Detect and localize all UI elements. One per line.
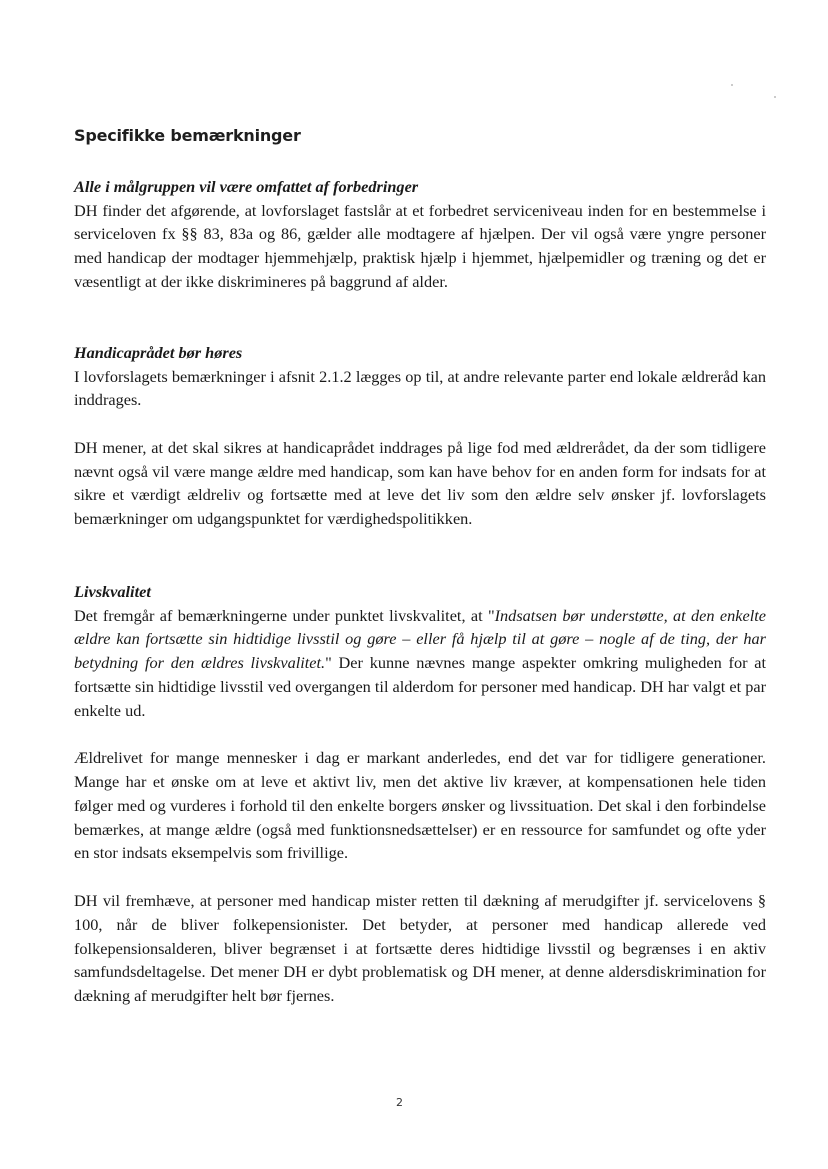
paragraph-with-quote [74,604,766,723]
section-subheading: Livskvalitet [74,582,151,601]
section-subheading: Handicaprådet bør høres [74,343,243,362]
section-handicapradet [74,341,766,531]
section-subheading: Alle i målgruppen vil være omfattet af forbedringer [74,177,419,196]
paragraph: Ældrelivet for mange mennesker i dag er markant anderledes, end det var for tidligere generationer. Mange har et ønske om at leve et aktivt liv, men det aktive liv kræver, at kompensationen hele tiden følger med og vurderes i forhold til den enkelte borgers ønsker og livssituation. Det skal i den forbindelse bemærkes, at mange ældre (også med funktionsnedsættelser) er en ressource for samfundet og ofte yder en stor indsats eksempelvis som frivillige. [74,748,766,863]
section-malgruppen [74,175,766,294]
page-number: 2 [396,1096,403,1109]
page-heading: Specifikke bemærkninger [74,126,301,145]
scan-speck [731,84,733,86]
scan-speck [774,96,776,98]
paragraph: I lovforslagets bemærkninger i afsnit 2.1.2 lægges op til, at andre relevante parter end lokale ældreråd kan inddrages. [74,366,766,410]
paragraph: DH finder det afgørende, at lovforslaget fastslår at et forbedret serviceniveau inden for en bestemmelse i serviceloven fx §§ 83, 83a og 86, gælder alle modtagere af hjælpen. Der vil også være yngre personer med handicap der modtager hjemmehjælp, praktisk hjælp i hjemmet, hjælpemidler og træning og det er væsentligt at der ikke diskrimineres på baggrund af alder. [74,200,766,291]
quote-tail: " Der kunne nævnes mange aspekter omkring muligheden for at fortsætte sin hidtidige livsstil ved overgangen til alderdom for personer med handicap. DH har valgt et par enkelte ud. [74,653,767,720]
quoted-text: Indsatsen bør understøtte, at den enkelte ældre kan fortsætte sin hidtidige livsstil og gøre – eller få hjælp til at gøre – nogle af de ting, der har betydning for den ældres livskvalitet. [74,605,766,673]
paragraph: DH mener, at det skal sikres at handicaprådet inddrages på lige fod med ældrerådet, da der som tidligere nævnt også vil være mange ældre med handicap, som kan have behov for en anden form for indsats for at sikre et værdigt ældreliv og fortsætte med at leve det liv som den ældre selv ønsker jf. lovforslagets bemærkninger om udgangspunktet for værdighedspolitikken. [74,437,766,529]
paragraph: DH vil fremhæve, at personer med handicap mister retten til dækning af merudgifter jf. servicelovens § 100, når de bliver folkepensionister. Det betyder, at personer med handicap allerede ved folkepensionsalderen, bliver begrænset i at fortsætte deres hidtidige livsstil og begrænses i en aktiv samfundsdeltagelse. Det mener DH er dybt problematisk og DH mener, at denne aldersdiskrimination for dækning af merudgifter helt bør fjernes. [74,891,766,1006]
section-livskvalitet [74,580,766,1008]
quote-lead: Det fremgår af bemærkningerne under punktet livskvalitet, at " [74,605,495,625]
